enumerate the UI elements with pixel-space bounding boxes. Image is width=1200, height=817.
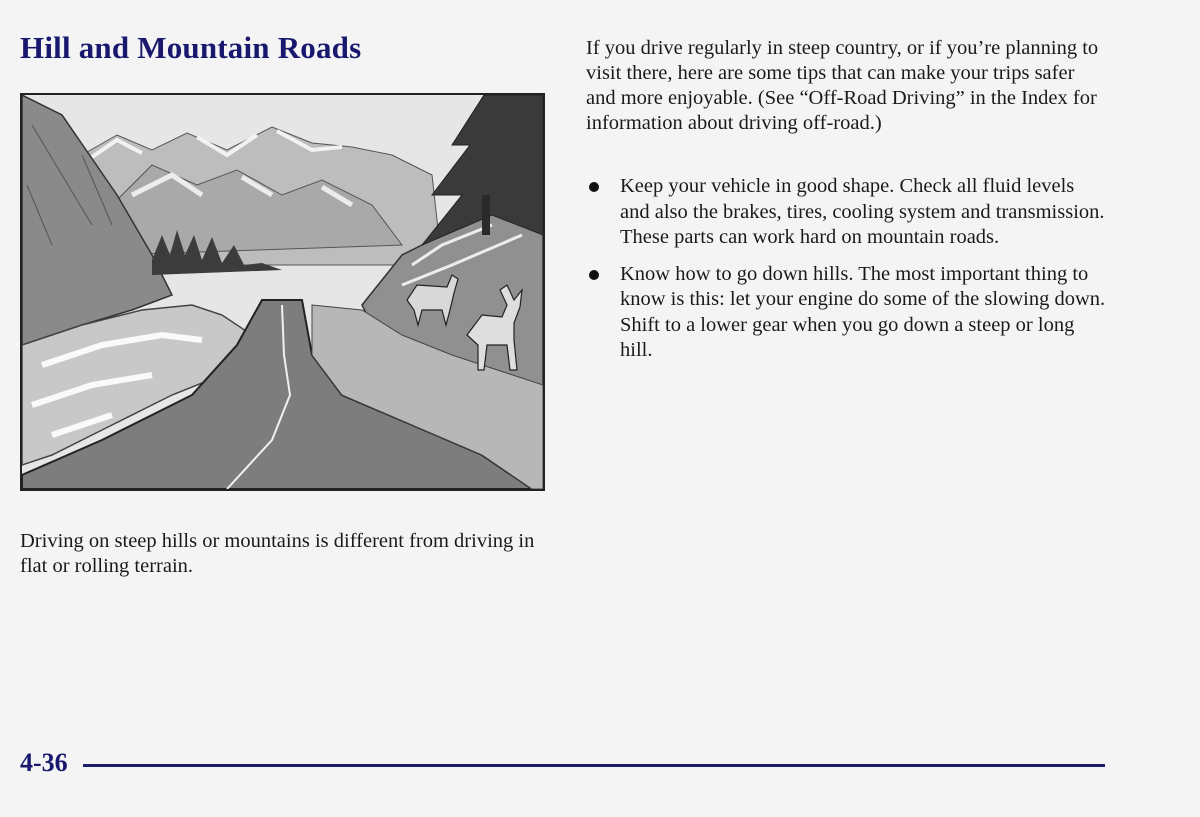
footer-rule — [83, 764, 1105, 767]
bullet-icon — [589, 270, 599, 280]
bullet-icon — [589, 182, 599, 192]
illustration-caption: Driving on steep hills or mountains is different from driving in flat or rolling terrain. — [20, 530, 535, 577]
page-title: Hill and Mountain Roads — [20, 30, 362, 65]
page-footer — [20, 748, 1110, 782]
mountain-road-illustration — [20, 93, 545, 491]
tip-text: Know how to go down hills. The most important thing to know is this: let your engine do some of the slowing down. Shift to a lower gear when you go down a steep or long hill. — [620, 262, 1106, 361]
intro-paragraph: If you drive regularly in steep country, or if you’re planning to visit there, here are some tips that can make your trips safer and more enjoyable. (See “Off-Road Driving” in the Index for information about driving off-road.) — [586, 37, 1099, 134]
list-item — [586, 262, 1106, 364]
page-number: 4-36 — [20, 748, 68, 777]
list-item — [586, 174, 1106, 251]
tips-list — [586, 174, 1106, 375]
tip-text: Keep your vehicle in good shape. Check all fluid levels and also the brakes, tires, cooling system and transmission. These parts can work hard on mountain roads. — [620, 175, 1105, 248]
